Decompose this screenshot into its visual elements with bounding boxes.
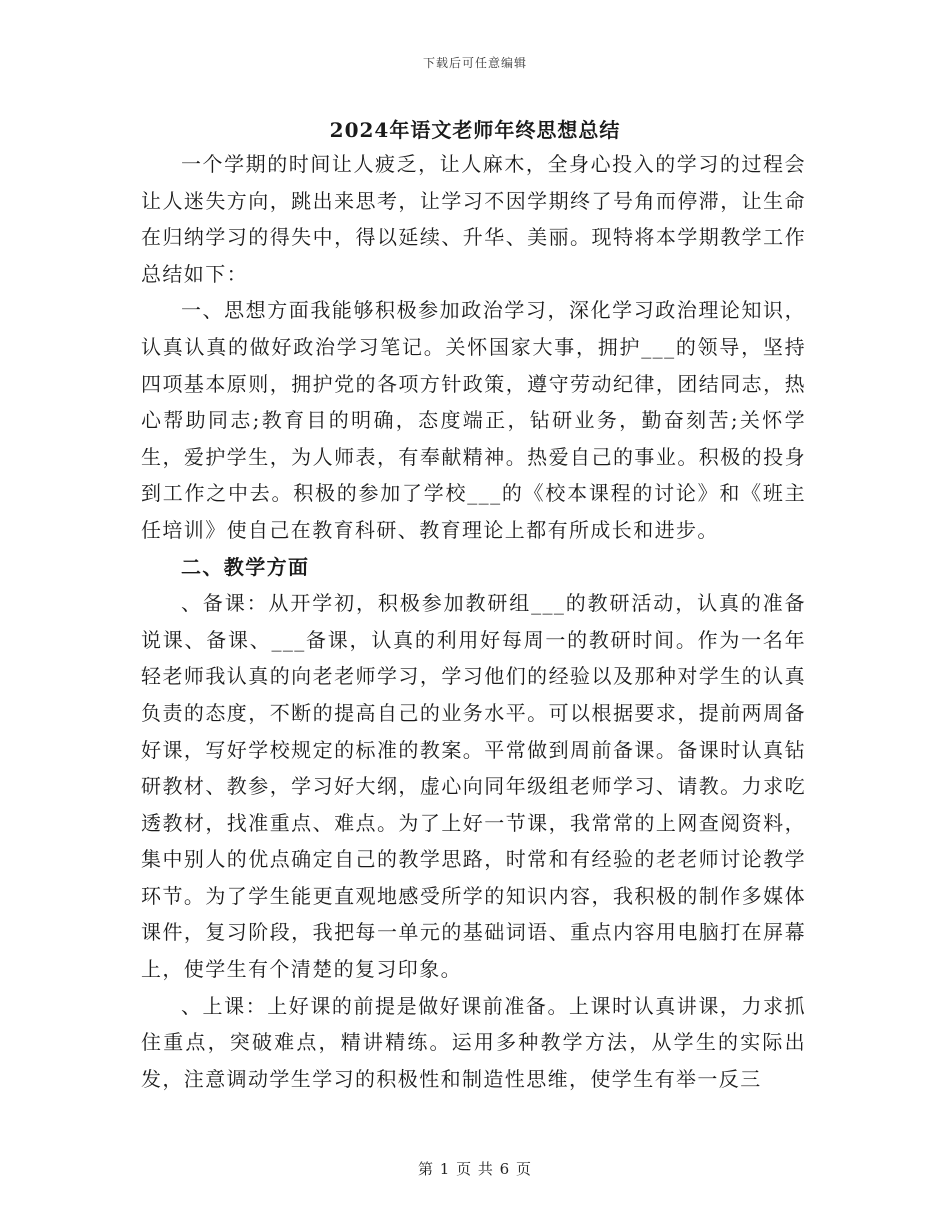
document-body <box>141 146 806 1097</box>
page-indicator: 第 1 页 共 6 页 <box>418 1160 532 1178</box>
header-note: 下载后可任意编辑 <box>422 56 527 70</box>
document-title: 2024年语文老师年终思想总结 <box>329 118 621 142</box>
paragraph-lesson-prep: 、备课：从开学初，积极参加教研组___的教研活动，认真的准备说课、备课、___备课，认真的利用好每周一的教研时间。作为一名年轻老师我认真的向老老师学习，学习他们的经验以及那种对学生的认真负责的态度，不断的提高自己的业务水平。可以根据要求，提前两周备好课，写好学校规定的标准的教案。平常做到周前备课。备课时认真钻研教材、教参，学习好大纲，虚心向同年级组老师学习、请教。力求吃透教材，找准重点、难点。为了上好一节课，我常常的上网查阅资料，集中别人的优点确定自己的教学思路，时常和有经验的老老师讨论教学环节。为了学生能更直观地感受所学的知识内容，我积极的制作多媒体课件，复习阶段，我把每一单元的基础词语、重点内容用电脑打在屏幕上，使学生有个清楚的复习印象。 <box>141 591 806 982</box>
paragraph-class-teaching: 、上课：上好课的前提是做好课前准备。上课时认真讲课，力求抓住重点，突破难点，精讲精练。运用多种教学方法，从学生的实际出发，注意调动学生学习的积极性和制造性思维，使学生有举一反三 <box>141 993 806 1091</box>
section-heading-teaching: 二、教学方面 <box>181 554 310 579</box>
paragraph-intro: 一个学期的时间让人疲乏，让人麻木，全身心投入的学习的过程会让人迷失方向，跳出来思考，让学习不因学期终了号角而停滞，让生命在归纳学习的得失中，得以延续、升华、美丽。现特将本学期教学工作总结如下： <box>141 152 806 286</box>
paragraph-ideology: 一、思想方面我能够积极参加政治学习，深化学习政治理论知识，认真认真的做好政治学习笔记。关怀国家大事，拥护___的领导，坚持四项基本原则，拥护党的各项方针政策，遵守劳动纪律，团结同志，热心帮助同志;教育目的明确，态度端正，钻研业务，勤奋刻苦;关怀学生，爱护学生，为人师表，有奉献精神。热爱自己的事业。积极的投身到工作之中去。积极的参加了学校___的《校本课程的讨论》和《班主任培训》使自己在教育科研、教育理论上都有所成长和进步。 <box>141 298 806 542</box>
